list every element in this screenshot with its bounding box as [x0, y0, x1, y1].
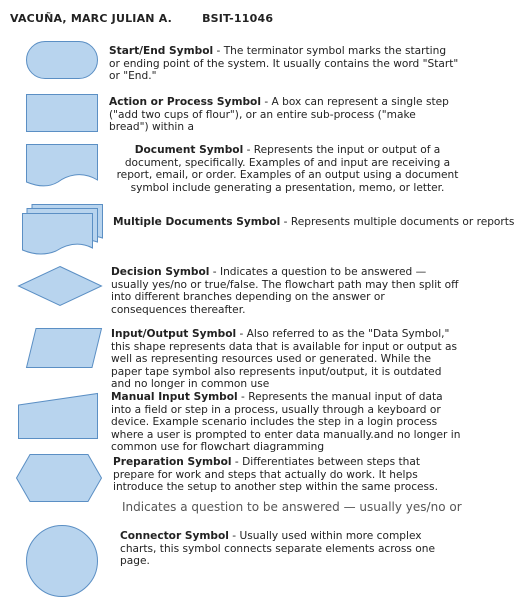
symbol-text: A box can represent a single step ("add two cups of flour"), or an entire sub-process ("make bread") within a	[109, 96, 449, 134]
symbol-title: Action or Process Symbol	[109, 96, 261, 108]
overlapping-stray-text: Indicates a question to be answered — usually yes/no or	[122, 500, 462, 514]
data-parallelogram-shape	[26, 328, 102, 368]
connector-description: Connector Symbol - Usually used within more complex charts, this symbol connects separate elements across one page.	[120, 530, 435, 568]
multiple-documents-shape	[22, 204, 104, 256]
decision-description: Decision Symbol - Indicates a question to be answered — usually yes/no or true/false. The flowchart path may then split off into different branches depending on the answer or consequences thereafter.	[111, 266, 459, 316]
document-header	[10, 12, 299, 25]
symbol-title: Connector Symbol	[120, 530, 229, 542]
preparation-description: Preparation Symbol - Differentiates between steps that prepare for work and steps that actually do work. It helps introduce the setup to another step within the same process.	[113, 456, 438, 494]
student-section: BSIT-11046	[202, 12, 274, 25]
symbol-title: Start/End Symbol	[109, 45, 214, 57]
symbol-text: Also referred to as the "Data Symbol," this shape represents data that is available for input or output as well as representing resources used or generated. While the paper tape symbol also represents input/output, it is outdated and no longer in common use	[111, 328, 458, 391]
input-output-description: Input/Output Symbol - Also referred to as the "Data Symbol," this shape represents data that is available for input or output as well as representing resources used or generated. While the paper tape symbol also represents input/output, it is outdated and no longer in common use	[111, 328, 458, 391]
symbol-text: The terminator symbol marks the starting or ending point of the system. It usually contains the word "Start" or "End."	[109, 45, 459, 83]
multiple-documents-description: Multiple Documents Symbol - Represents multiple documents or reports	[113, 216, 514, 228]
symbol-text: Represents the input or output of a document, specifically. Examples of and input are receiving a report, email, or order. Examples of an output using a document symbol include generating a presentation, memo, or letter.	[116, 144, 459, 194]
symbol-title: Multiple Documents Symbol	[113, 216, 281, 228]
symbol-text: Indicates a question to be answered — usually yes/no or true/false. The flowchart path may then split off into different branches depending on the answer or consequences thereafter.	[111, 266, 459, 316]
process-description: Action or Process Symbol - A box can represent a single step ("add two cups of flour"), or an entire sub-process ("make bread") within a	[109, 96, 449, 134]
symbol-title: Manual Input Symbol	[111, 391, 238, 403]
decision-diamond-shape	[18, 266, 102, 306]
symbol-text: Represents the manual input of data into a field or step in a process, usually through a keyboard or device. Example scenario includes the step in a login process where a user is prompted to enter data manually.and no longer in common use for flowchart diagramming	[111, 391, 461, 454]
symbol-title: Document Symbol	[134, 144, 244, 156]
manual-input-description: Manual Input Symbol - Represents the manual input of data into a field or step in a process, usually through a keyboard or device. Example scenario includes the step in a login process where a user is prompted to enter data manually.and no longer in common use for flowchart diagramming	[111, 391, 461, 454]
terminator-shape	[26, 41, 98, 79]
document-shape	[26, 144, 98, 188]
symbol-text: Represents multiple documents or reports	[290, 216, 514, 228]
symbol-text: Usually used within more complex charts, this symbol connects separate elements across one page.	[120, 530, 435, 568]
symbol-title: Input/Output Symbol	[111, 328, 237, 340]
student-name: VACUÑA, MARC JULIAN A.	[10, 12, 173, 25]
symbol-title: Decision Symbol	[111, 266, 210, 278]
document-description: Document Symbol - Represents the input or output of a document, specifically. Examples of and input are receiving a report, email, or order. Examples of an output using a document symbol include generating a presentation, memo, or letter.	[116, 144, 459, 194]
preparation-hexagon-shape	[16, 454, 102, 502]
connector-circle-shape	[26, 525, 98, 597]
symbol-text: Differentiates between steps that prepare for work and steps that actually do work. It helps introduce the setup to another step within the same process.	[113, 456, 438, 494]
manual-input-shape	[18, 393, 98, 439]
symbol-title: Preparation Symbol	[113, 456, 232, 468]
start-end-description: Start/End Symbol - The terminator symbol marks the starting or ending point of the system. It usually contains the word "Start" or "End."	[109, 45, 459, 83]
process-rectangle-shape	[26, 94, 98, 132]
